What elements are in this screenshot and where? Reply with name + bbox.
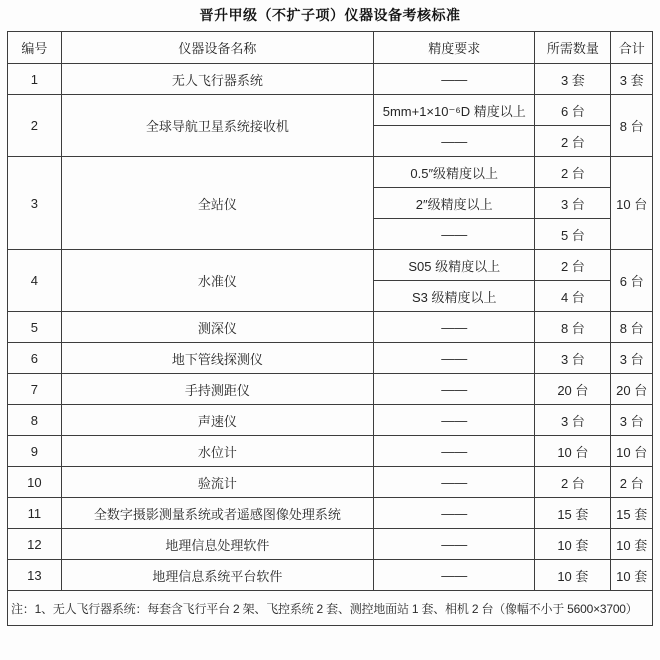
row-no: 2 (8, 95, 62, 157)
row-quantity: 2 台 (535, 467, 611, 498)
row-name: 水准仪 (61, 250, 373, 312)
row-precision: —— (374, 560, 535, 591)
row-total: 10 台 (611, 436, 653, 467)
row-quantity: 20 台 (535, 374, 611, 405)
row-no: 4 (8, 250, 62, 312)
row-quantity: 2 台 (535, 250, 611, 281)
row-total: 3 套 (611, 64, 653, 95)
row-name: 水位计 (61, 436, 373, 467)
row-no: 11 (8, 498, 62, 529)
table-row (8, 250, 653, 281)
header-name: 仪器设备名称 (61, 32, 373, 64)
row-no: 3 (8, 157, 62, 250)
table-row (8, 374, 653, 405)
table-note: 注：1、无人飞行器系统：每套含飞行平台 2 架、飞控系统 2 套、测控地面站 1 套、相机 2 台（像幅不小于 5600×3700） (8, 591, 653, 626)
table-row (8, 343, 653, 374)
row-name: 地理信息处理软件 (61, 529, 373, 560)
row-name: 无人飞行器系统 (61, 64, 373, 95)
row-no: 1 (8, 64, 62, 95)
equipment-standards-table (7, 31, 653, 626)
row-total: 10 台 (611, 157, 653, 250)
row-total: 10 套 (611, 529, 653, 560)
row-precision: —— (374, 405, 535, 436)
row-quantity: 2 台 (535, 157, 611, 188)
row-precision: —— (374, 343, 535, 374)
row-no: 7 (8, 374, 62, 405)
header-total: 合计 (611, 32, 653, 64)
row-quantity: 5 台 (535, 219, 611, 250)
row-precision: —— (374, 64, 535, 95)
row-name: 地下管线探测仪 (61, 343, 373, 374)
row-quantity: 10 台 (535, 436, 611, 467)
row-no: 13 (8, 560, 62, 591)
row-name: 验流计 (61, 467, 373, 498)
header-precision: 精度要求 (374, 32, 535, 64)
row-precision: 0.5″级精度以上 (374, 157, 535, 188)
row-no: 9 (8, 436, 62, 467)
row-no: 10 (8, 467, 62, 498)
table-row (8, 436, 653, 467)
row-quantity: 15 套 (535, 498, 611, 529)
row-name: 声速仪 (61, 405, 373, 436)
header-no: 编号 (8, 32, 62, 64)
page-title: 晋升甲级（不扩子项）仪器设备考核标准 (199, 7, 461, 23)
row-precision: —— (374, 374, 535, 405)
row-name: 手持测距仪 (61, 374, 373, 405)
row-quantity: 3 台 (535, 343, 611, 374)
row-precision: —— (374, 312, 535, 343)
table-row (8, 467, 653, 498)
row-name: 全数字摄影测量系统或者遥感图像处理系统 (61, 498, 373, 529)
row-quantity: 6 台 (535, 95, 611, 126)
row-name: 全球导航卫星系统接收机 (61, 95, 373, 157)
row-precision: S3 级精度以上 (374, 281, 535, 312)
row-no: 12 (8, 529, 62, 560)
row-no: 5 (8, 312, 62, 343)
header-quantity: 所需数量 (535, 32, 611, 64)
row-total: 8 台 (611, 95, 653, 157)
header-row (8, 32, 653, 64)
row-total: 2 台 (611, 467, 653, 498)
row-precision: —— (374, 529, 535, 560)
row-quantity: 10 套 (535, 560, 611, 591)
row-quantity: 4 台 (535, 281, 611, 312)
row-precision: —— (374, 126, 535, 157)
row-total: 3 台 (611, 405, 653, 436)
row-precision: 2″级精度以上 (374, 188, 535, 219)
row-quantity: 8 台 (535, 312, 611, 343)
table-row (8, 64, 653, 95)
row-total: 6 台 (611, 250, 653, 312)
table-row (8, 560, 653, 591)
row-no: 8 (8, 405, 62, 436)
row-total: 8 台 (611, 312, 653, 343)
row-precision: 5mm+1×10⁻⁶D 精度以上 (374, 95, 535, 126)
row-quantity: 3 台 (535, 405, 611, 436)
row-total: 3 台 (611, 343, 653, 374)
row-precision: S05 级精度以上 (374, 250, 535, 281)
table-row (8, 95, 653, 126)
row-precision: —— (374, 219, 535, 250)
row-precision: —— (374, 436, 535, 467)
table-row (8, 498, 653, 529)
row-total: 10 套 (611, 560, 653, 591)
row-quantity: 2 台 (535, 126, 611, 157)
row-name: 全站仪 (61, 157, 373, 250)
row-quantity: 3 台 (535, 188, 611, 219)
table-row (8, 529, 653, 560)
table-row (8, 312, 653, 343)
row-name: 测深仪 (61, 312, 373, 343)
note-row (8, 591, 653, 626)
row-total: 15 套 (611, 498, 653, 529)
row-no: 6 (8, 343, 62, 374)
row-total: 20 台 (611, 374, 653, 405)
row-quantity: 10 套 (535, 529, 611, 560)
table-row (8, 157, 653, 188)
row-quantity: 3 套 (535, 64, 611, 95)
row-precision: —— (374, 467, 535, 498)
table-row (8, 405, 653, 436)
row-precision: —— (374, 498, 535, 529)
row-name: 地理信息系统平台软件 (61, 560, 373, 591)
